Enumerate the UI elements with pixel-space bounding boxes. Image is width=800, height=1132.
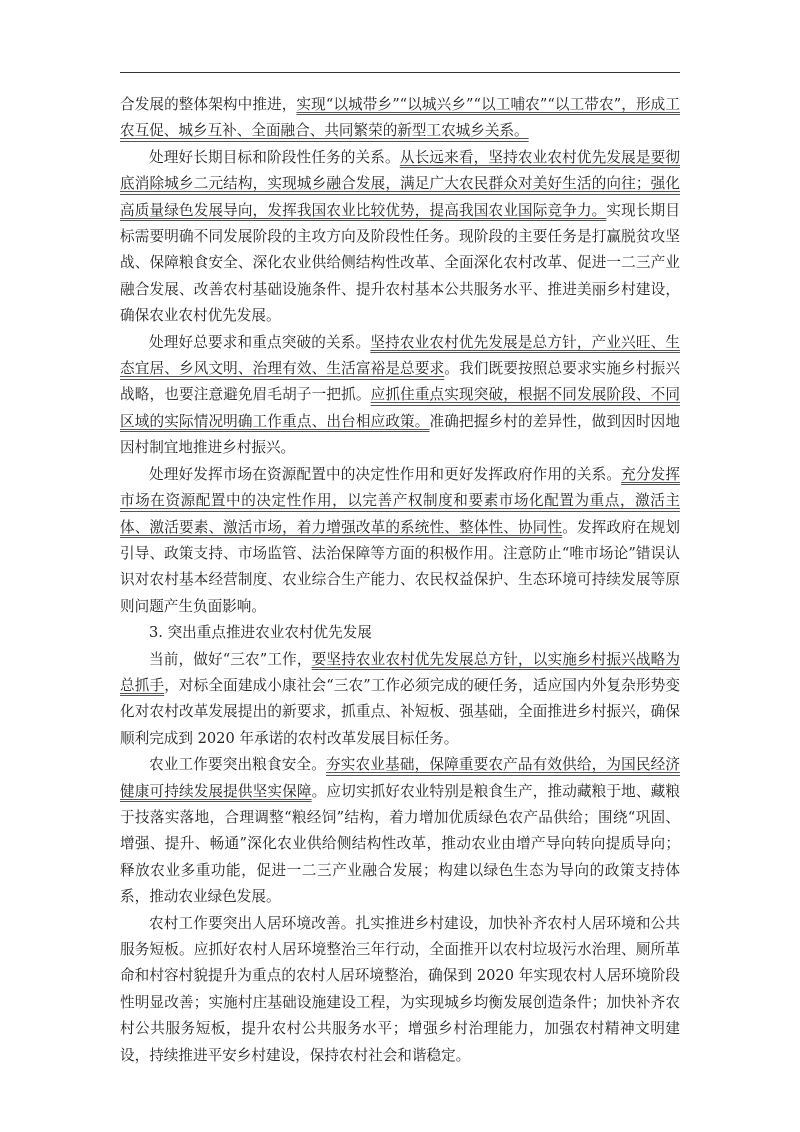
text-run: 合发展的整体架构中推进， <box>120 96 297 113</box>
text-run: 当前，做好“三农”工作， <box>149 650 312 668</box>
paragraph <box>120 145 680 330</box>
text-run: 准确把握乡村的差异性，做到因时因地因村制宜地推进乡村振兴。 <box>120 412 680 457</box>
underlined-text: 充分发挥市场在资源配置中的决定性作用，以完善产权制度和要素市场化配置为重点，激活主体、激活要素、激活市场，着力增强改革的系统性、整体性、协同性 <box>120 465 680 536</box>
underlined-text: 坚持农业农村优先发展是总方针，产业兴旺、生态宜居、乡风文明、治理有效、生活富裕是总要求 <box>120 333 680 378</box>
header-rule <box>120 72 680 73</box>
paragraph <box>120 462 680 620</box>
underlined-text: 要坚持农业农村优先发展总方针，以实施乡村振兴战略为总抓手 <box>120 650 680 694</box>
underlined-text: 从长远来看，坚持农业农村优先发展是要彻底消除城乡二元结构，实现城乡融合发展，满足广大农民群众对美好生活的向往；强化高质量绿色发展导向，发挥我国农业比较优势，提高我国农业国际竞争力。 <box>120 148 680 219</box>
underlined-text: 实现“以城带乡”“以城兴乡”“以工哺农”“以工带农”，形成工农互促、城乡互补、全面融合、共同繁荣的新型工农城乡关系。 <box>120 96 680 140</box>
paragraph <box>120 330 680 462</box>
text-run: 实现长期目标需要明确不同发展阶段的主攻方向及阶段性任务。现阶段的主要任务是打赢脱贫攻坚战、保障粮食安全、深化农业供给侧结构性改革、全面深化农村改革、促进一二三产业融合发展、改善农村基础设施条件、提升农村基本公共服务水平、推进美丽乡村建设，确保农业农村优先发展。 <box>120 201 680 325</box>
paragraph <box>120 911 680 1069</box>
text-run: 处理好总要求和重点突破的关系。 <box>149 333 371 351</box>
section-heading <box>120 620 680 646</box>
text-run: 处理好发挥市场在资源配置中的决定性作用和更好发挥政府作用的关系。 <box>149 465 622 483</box>
text-run: 农业工作要突出粮食安全。 <box>149 756 327 774</box>
text-run: 处理好长期目标和阶段性任务的关系。 <box>149 148 400 166</box>
text-run: 。我们既要按照总要求实施乡村振兴战略，也要注意避免眉毛胡子一把抓。 <box>120 360 680 404</box>
document-body <box>120 92 680 1069</box>
text-run: 。发挥政府在规划引导、政策支持、市场监管、法治保障等方面的积极作用。注意防止“唯市场论”错误认识对农村基本经营制度、农业综合生产能力、农民权益保护、生态环境可持续发展等原则问题产生负面影响。 <box>120 518 680 615</box>
text-run: ，对标全面建成小康社会“三农”工作必须完成的硬任务，适应国内外复杂形势变化对农村改革发展提出的新要求，抓重点、补短板、强基础，全面推进乡村振兴，确保顺利完成到 2020 年承诺的农村改革发展目标任务。 <box>120 676 680 747</box>
text-run: 农村工作要突出人居环境改善。扎实推进乡村建设，加快补齐农村人居环境和公共服务短板。应抓好农村人居环境整治三年行动，全面推开以农村垃圾污水治理、厕所革命和村容村貌提升为重点的农村人居环境整治，确保到 2020 年实现农村人居环境阶段性明显改善；实施村庄基础设施建设工程，为实现城乡均衡发展创造条件；加快补齐农村公共服务短板，提升农村公共服务水平；增强乡村治理能力，加强农村精神文明建设，持续推进平安乡村建设，保持农村社会和谐稳定。 <box>120 914 680 1064</box>
paragraph <box>120 647 680 753</box>
text-run: 3. 突出重点推进农业农村优先发展 <box>149 624 372 642</box>
paragraph <box>120 752 680 910</box>
underlined-text: 应抓住重点实现突破，根据不同发展阶段、不同区域的实际情况明确工作重点、出台相应政策。 <box>120 386 680 430</box>
text-run: 。应切实抓好农业特别是粮食生产，推动藏粮于地、藏粮于技落实落地，合理调整“粮经饲”结构，着力增加优质绿色农产品供给；围绕“巩固、增强、提升、畅通”深化农业供给侧结构性改革，推动农业由增产导向转向提质导向；释放农业多重功能，促进一二三产业融合发展；构建以绿色生态为导向的政策支持体系，推动农业绿色发展。 <box>120 782 680 906</box>
underlined-text: 夯实农业基础，保障重要农产品有效供给，为国民经济健康可持续发展提供坚实保障 <box>120 756 680 800</box>
paragraph <box>120 92 680 145</box>
